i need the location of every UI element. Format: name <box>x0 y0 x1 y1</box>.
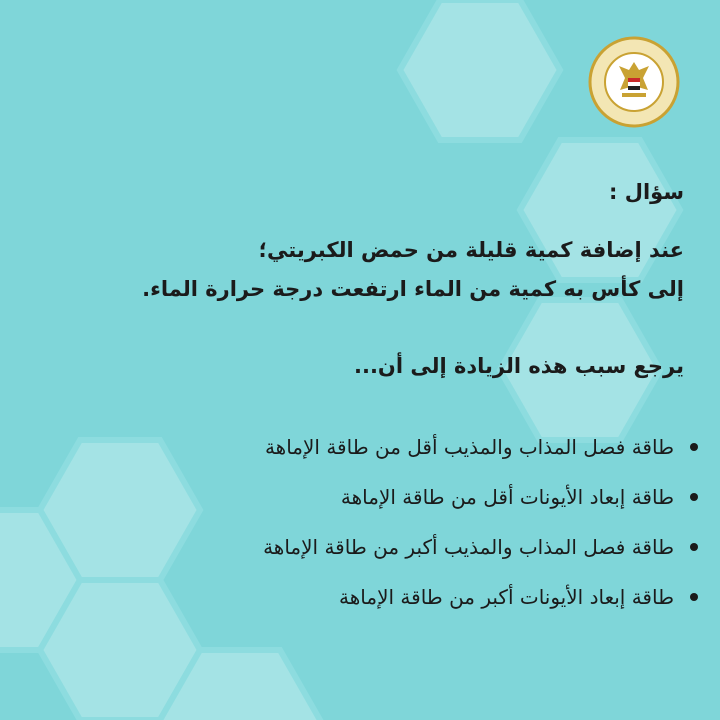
answer-options <box>263 422 698 622</box>
bullet-icon <box>690 443 698 451</box>
option-text: طاقة فصل المذاب والمذيب أكبر من طاقة الإماهة <box>263 535 674 559</box>
ministry-logo <box>588 36 680 128</box>
question-prompt: يرجع سبب هذه الزيادة إلى أن... <box>353 354 684 378</box>
question-line-1: عند إضافة كمية قليلة من حمض الكبريتي؛ <box>258 238 684 262</box>
option-text: طاقة إبعاد الأيونات أقل من طاقة الإماهة <box>340 485 674 509</box>
answer-option-3[interactable] <box>263 522 698 572</box>
question-label: سؤال : <box>609 180 684 204</box>
question-line-2: إلى كأس به كمية من الماء ارتفعت درجة حرارة الماء. <box>142 277 684 301</box>
answer-option-2[interactable] <box>263 472 698 522</box>
bullet-icon <box>690 543 698 551</box>
option-text: طاقة إبعاد الأيونات أكبر من طاقة الإماهة <box>339 585 674 609</box>
option-text: طاقة فصل المذاب والمذيب أقل من طاقة الإماهة <box>264 435 674 459</box>
answer-option-1[interactable] <box>263 422 698 472</box>
bullet-icon <box>690 493 698 501</box>
bullet-icon <box>690 593 698 601</box>
answer-option-4[interactable] <box>263 572 698 622</box>
